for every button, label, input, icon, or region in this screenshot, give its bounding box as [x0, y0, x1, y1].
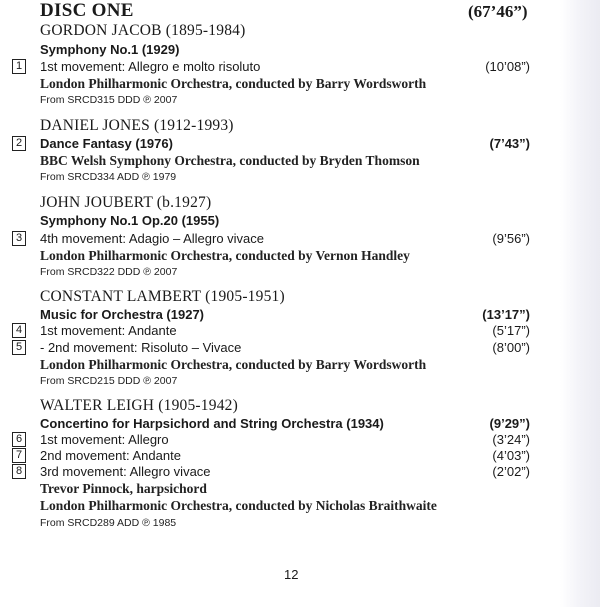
- source-line: From SRCD215 DDD ℗ 2007: [40, 375, 178, 387]
- composer-heading: [40, 288, 285, 306]
- composer-heading: [40, 194, 211, 212]
- performer-line: London Philharmonic Orchestra, conducted by Vernon Handley: [40, 248, 410, 263]
- source-line: From SRCD289 ADD ℗ 1985: [40, 517, 177, 529]
- source-line: From SRCD334 ADD ℗ 1979: [40, 171, 177, 183]
- composer-dates: (1912-1993): [153, 117, 234, 134]
- composer-heading: [40, 22, 245, 40]
- track-title: 3rd movement: Allegro vivace: [40, 464, 211, 479]
- work-title: Symphony No.1 Op.20 (1955): [40, 213, 220, 228]
- composer-name: WALTER LEIGH: [40, 397, 155, 414]
- track-number-box: 3: [12, 231, 26, 246]
- track-number-box: 2: [12, 136, 26, 151]
- composer-name: JOHN JOUBERT: [40, 194, 153, 211]
- composer-heading: [40, 117, 234, 135]
- work-title: Symphony No.1 (1929): [40, 42, 180, 57]
- track-time: (2’02”): [492, 464, 530, 479]
- work-title: Music for Orchestra (1927): [40, 307, 205, 322]
- composer-name: DANIEL JONES: [40, 117, 150, 134]
- track-time: (5’17”): [492, 323, 530, 338]
- composer-dates: (b.1927): [156, 194, 212, 211]
- track-title: 1st movement: Allegro: [40, 432, 169, 447]
- track-title: - 2nd movement: Risoluto – Vivace: [40, 340, 242, 355]
- disc-duration: (67’46”): [468, 2, 528, 21]
- composer-heading: [40, 397, 238, 415]
- composer-name: CONSTANT LAMBERT: [40, 288, 202, 305]
- composer-dates: (1905-1951): [205, 288, 285, 305]
- composer-name: GORDON JACOB: [40, 22, 162, 39]
- work-title: Concertino for Harpsichord and String Orchestra (1934): [40, 416, 384, 431]
- track-number-box: 7: [12, 448, 26, 463]
- source-line: From SRCD315 DDD ℗ 2007: [40, 94, 178, 106]
- composer-dates: (1895-1984): [165, 22, 246, 39]
- track-number-box: 1: [12, 59, 26, 74]
- performer-line: Trevor Pinnock, harpsichord: [40, 481, 207, 496]
- track-time: (4’03”): [492, 448, 530, 463]
- track-number-box: 5: [12, 340, 26, 355]
- performer-line: London Philharmonic Orchestra, conducted by Barry Wordsworth: [40, 76, 427, 91]
- track-title: 2nd movement: Andante: [40, 448, 181, 463]
- track-time: (8’00”): [492, 340, 530, 355]
- composer-dates: (1905-1942): [158, 397, 238, 414]
- page-number: 12: [284, 567, 299, 582]
- track-title: 1st movement: Andante: [40, 323, 177, 338]
- track-time: (10’08”): [485, 59, 530, 74]
- performer-line: BBC Welsh Symphony Orchestra, conducted by Bryden Thomson: [40, 153, 420, 168]
- track-number-box: 6: [12, 432, 26, 447]
- work-time: (13’17”): [482, 307, 530, 322]
- track-time: (9’56”): [492, 231, 530, 246]
- disc-title: DISC ONE: [40, 0, 134, 21]
- work-time: (7’43”): [489, 136, 530, 151]
- work-title: Dance Fantasy (1976): [40, 136, 173, 151]
- performer-line: London Philharmonic Orchestra, conducted by Barry Wordsworth: [40, 357, 427, 372]
- performer-line: London Philharmonic Orchestra, conducted by Nicholas Braithwaite: [40, 498, 437, 513]
- track-number-box: 8: [12, 464, 26, 479]
- track-time: (3’24”): [492, 432, 530, 447]
- track-title: 1st movement: Allegro e molto risoluto: [40, 59, 261, 74]
- work-time: (9’29”): [489, 416, 530, 431]
- track-title: 4th movement: Adagio – Allegro vivace: [40, 231, 265, 246]
- track-number-box: 4: [12, 323, 26, 338]
- source-line: From SRCD322 DDD ℗ 2007: [40, 266, 178, 278]
